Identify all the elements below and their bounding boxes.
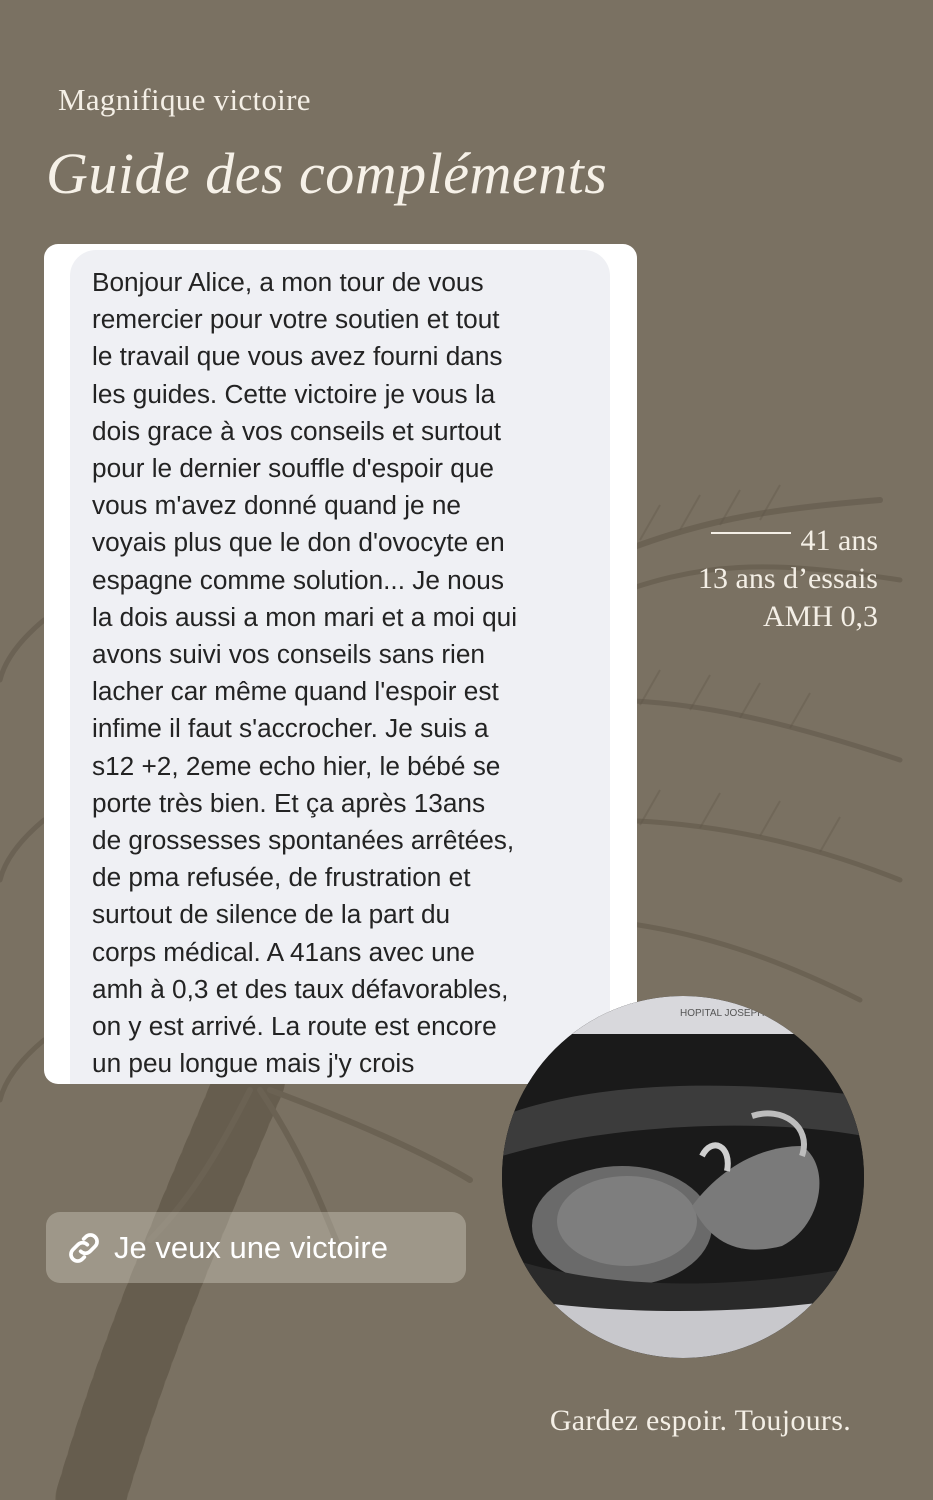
message-line: amh à 0,3 et des taux défavorables, — [92, 973, 509, 1004]
header-kicker: Magnifique victoire — [58, 82, 311, 117]
stat-divider — [711, 532, 791, 534]
message-line: un peu longue mais j'y crois — [92, 1048, 415, 1079]
ultrasound-photo — [502, 996, 864, 1358]
message-line: espagne comme solution... Je nous — [92, 564, 504, 595]
message-line: les guides. Cette victoire je vous la — [92, 378, 496, 409]
message-line: voyais plus que le don d'ovocyte en — [92, 527, 505, 558]
stat-amh: AMH 0,3 — [762, 600, 878, 633]
ultrasound-image — [502, 996, 864, 1358]
ultrasound-header-text: HOPITAL JOSEPH D — [680, 1008, 775, 1019]
page-title: Guide des compléments — [46, 141, 608, 206]
stats-block — [698, 522, 878, 636]
message-line: le travail que vous avez fourni dans — [92, 341, 503, 372]
link-icon — [64, 1228, 104, 1268]
link-label: Je veux une victoire — [114, 1229, 388, 1265]
message-line: lacher car même quand l'espoir est — [92, 676, 499, 707]
message-line: on y est arrivé. La route est encore — [92, 1011, 497, 1042]
message-line: Bonjour Alice, a mon tour de vous — [92, 267, 484, 297]
message-text — [92, 264, 602, 1082]
message-line: pour le dernier souffle d'espoir que — [92, 453, 494, 484]
stat-age-row — [698, 522, 878, 560]
message-line: porte très bien. Et ça après 13ans — [92, 787, 486, 818]
message-line: infime il faut s'accrocher. Je suis a — [92, 713, 489, 744]
message-line: surtout de silence de la part du — [92, 899, 451, 930]
message-line: dois grace à vos conseils et surtout — [92, 415, 502, 446]
message-line: remercier pour votre soutien et tout — [92, 304, 500, 335]
message-line: s12 +2, 2eme echo hier, le bébé se — [92, 750, 501, 781]
message-screenshot-card — [44, 244, 637, 1084]
stat-age: 41 ans — [800, 524, 878, 557]
message-line: de pma refusée, de frustration et — [92, 862, 471, 893]
link-sticker-button[interactable] — [46, 1212, 466, 1283]
message-line: avons suivi vos conseils sans rien — [92, 639, 485, 670]
message-line: corps médical. A 41ans avec une — [92, 936, 475, 967]
stat-tries: 13 ans d’essais — [698, 562, 878, 595]
footer-tagline: Gardez espoir. Toujours. — [549, 1404, 851, 1437]
message-line: de grossesses spontanées arrêtées, — [92, 825, 515, 856]
message-line: la dois aussi a mon mari et a moi qui — [92, 601, 518, 632]
message-line: vous m'avez donné quand je ne — [92, 490, 461, 521]
